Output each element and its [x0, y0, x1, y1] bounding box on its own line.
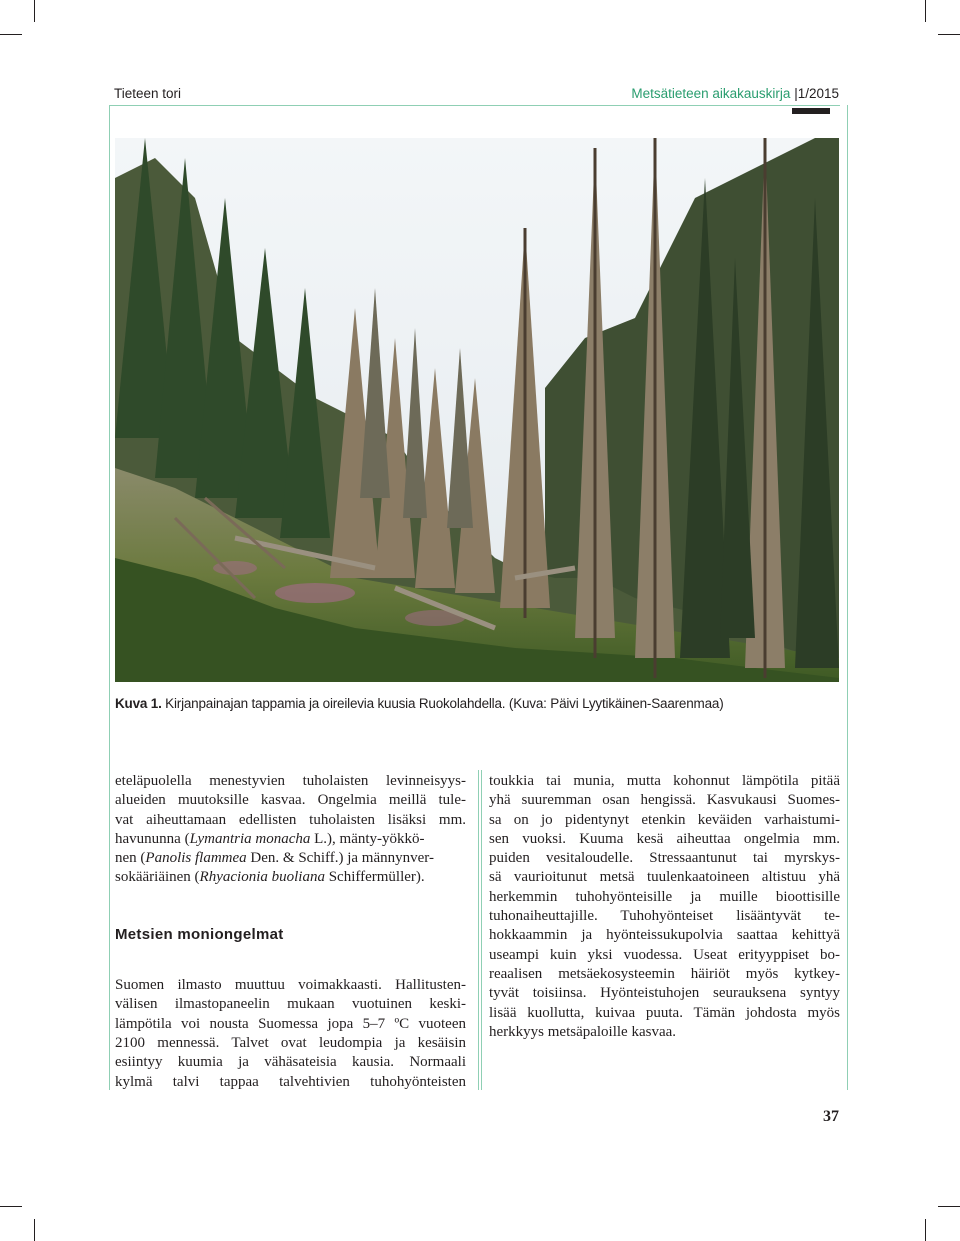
text-run: Den. & Schiff.) ja männynver- [246, 850, 434, 867]
header-rule [110, 105, 840, 106]
text-line: sen vuoksi. Kuuma kesä aiheuttaa ongelmia mm. [489, 830, 840, 847]
text-line: sä vaurioitunut metsä tuulenkaatoineen altistuu yhä [489, 869, 840, 886]
journal-issue: 1/2015 [797, 86, 839, 101]
journal-title: Metsätieteen aikakauskirja [631, 86, 791, 101]
crop-mark [0, 34, 22, 35]
crop-mark [0, 1206, 22, 1207]
text-line: Suomen ilmasto muuttuu voimakkaasti. Hallitusten- [115, 977, 466, 994]
text-run: Schiffermüller). [324, 869, 425, 886]
crop-mark [925, 1219, 926, 1241]
text-line: tyvät toisiinsa. Hyönteistuhojen seurauksena syntyy [489, 985, 840, 1002]
text-line [115, 830, 466, 849]
text-run: L.), mänty-yökkö- [310, 830, 425, 847]
running-header-section: Tieteen tori [114, 86, 182, 101]
running-header-journal [631, 86, 839, 101]
text-line: useampi kuin yksi vuodessa. Useat erityyppiset bo- [489, 946, 840, 963]
text-line: eteläpuolella menestyvien tuholaisten levinneisyys- [115, 773, 466, 789]
text-line: hokkaammin ja hyönteissukupolvia saattaa kehittyä [489, 927, 840, 944]
text-run: nen ( [115, 850, 146, 867]
text-line [115, 868, 466, 887]
text-line: puiden vesitaloudelle. Stressaantunut tai myrskys- [489, 850, 840, 867]
text-line: esiintyy kuumia ja vähäsateisia kausia. Normaali [115, 1054, 466, 1071]
text-line: tuhonaiheuttajille. Tuhohyönteiset lisääntyvät te- [489, 908, 840, 925]
text-line: herkemmin tuhohyönteisille ja muille bioottisille [489, 888, 840, 905]
header-separator: | [794, 86, 798, 101]
column-divider-left [478, 770, 479, 1090]
crop-mark [34, 1219, 35, 1241]
right-margin-rule [847, 105, 848, 1090]
text-line: 2100 mennessä. Talvet ovat leudompia ja kesäisin [115, 1034, 466, 1051]
forest-photo [115, 138, 839, 682]
text-line: reaalisen metsäekosysteemin häiriöt myös kytkey- [489, 965, 840, 982]
text-line: kylmä talvi tappaa talvehtivien tuhohyönteisten [115, 1073, 466, 1090]
crop-mark [938, 1206, 960, 1207]
text-line: lisää kuollutta, kuivaa puuta. Tämän johdosta myös [489, 1004, 840, 1021]
species-name: Panolis flammea [145, 850, 247, 867]
species-name: Lymantria monacha [189, 830, 311, 847]
caption-label: Kuva 1. [115, 696, 162, 711]
crop-mark [938, 34, 960, 35]
text-line: vat aiheuttamaan edellisten tuholaisten lisäksi mm. [115, 811, 466, 828]
column-divider-right [481, 770, 482, 1090]
header-bar [792, 108, 830, 114]
crop-mark [34, 0, 35, 22]
text-line: herkkyys metsäpaloille kasvaa. [489, 1023, 677, 1040]
text-run: havununna ( [115, 830, 190, 847]
figure-caption [115, 696, 839, 711]
text-line: välisen ilmastopaneelin mukaan vuotuinen keski- [115, 996, 466, 1013]
caption-text: Kirjanpainajan tappamia ja oireilevia kuusia Ruokolahdella. (Kuva: Päivi Lyytikäinen-Saarenmaa) [161, 696, 724, 711]
species-name: Rhyacionia buoliana [199, 869, 325, 886]
text-line: lämpötila voi nousta Suomessa jopa 5–7 ºC vuoteen [115, 1015, 466, 1032]
crop-mark [925, 0, 926, 22]
left-column [115, 772, 466, 1092]
page-number: 37 [823, 1108, 839, 1125]
text-line [115, 849, 466, 868]
text-run: sokääriäinen ( [115, 869, 200, 886]
text-line: yhä suuremman osan hengissä. Kasvukausi Suomes- [489, 792, 840, 809]
text-line: sa on jo pidentynyt etenkin keväiden varhaistumi- [489, 811, 840, 828]
left-margin-rule [109, 105, 110, 1090]
text-line: toukkia tai munia, mutta kohonnut lämpötila pitää [489, 773, 840, 789]
text-line: alueiden muutoksille kasvaa. Ongelmia meillä tule- [115, 792, 466, 809]
right-column [489, 772, 840, 1042]
section-heading: Metsien moniongelmat [115, 925, 284, 943]
